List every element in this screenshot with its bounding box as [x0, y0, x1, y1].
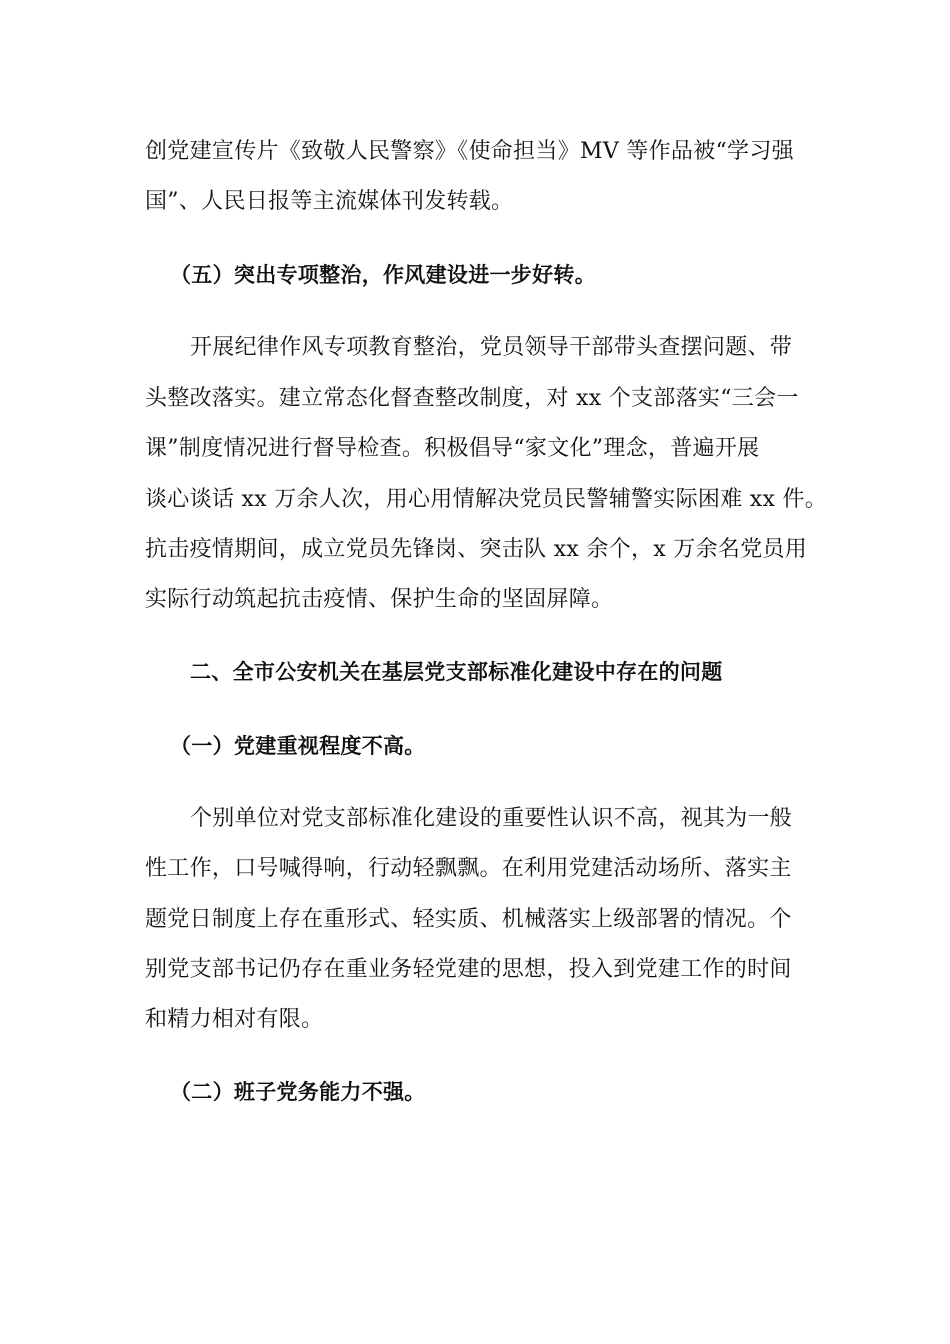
sub-1-line-1: 个别单位对党支部标准化建设的重要性认识不高，视其为一般 — [190, 806, 793, 831]
section-5-line-4: 谈心谈话 xx 万余人次，用心用情解决党员民警辅警实际困难 xx 件。 — [145, 487, 828, 512]
section-5-line-6: 实际行动筑起抗击疫情、保护生命的坚固屏障。 — [145, 587, 614, 612]
intro-line-1: 创党建宣传片《致敬人民警察》《使命担当》MV 等作品被“学习强 — [145, 139, 794, 164]
sub-1-line-4: 别党支部书记仍存在重业务轻党建的思想，投入到党建工作的时间 — [145, 957, 792, 982]
section-5-line-1: 开展纪律作风专项教育整治，党员领导干部带头查摆问题、带 — [190, 335, 793, 360]
sub-2-heading: （二）班子党务能力不强。 — [170, 1080, 426, 1104]
sub-1-line-3: 题党日制度上存在重形式、轻实质、机械落实上级部署的情况。个 — [145, 907, 792, 932]
section-5-line-5: 抗击疫情期间，成立党员先锋岗、突击队 xx 余个，x 万余名党员用 — [145, 537, 808, 562]
chapter-2-heading: 二、全市公安机关在基层党支部标准化建设中存在的问题 — [190, 660, 723, 684]
sub-1-heading: （一）党建重视程度不高。 — [170, 734, 426, 758]
section-5-heading: （五）突出专项整治，作风建设进一步好转。 — [170, 263, 596, 287]
intro-line-2: 国”、人民日报等主流媒体刊发转载。 — [145, 189, 514, 214]
section-5-line-3: 课”制度情况进行督导检查。积极倡导“家文化”理念，普遍开展 — [145, 436, 760, 461]
sub-1-line-5: 和精力相对有限。 — [145, 1007, 324, 1032]
sub-1-line-2: 性工作，口号喊得响，行动轻飘飘。在利用党建活动场所、落实主 — [145, 856, 792, 881]
section-5-line-2: 头整改落实。建立常态化督查整改制度，对 xx 个支部落实“三会一 — [145, 386, 799, 411]
